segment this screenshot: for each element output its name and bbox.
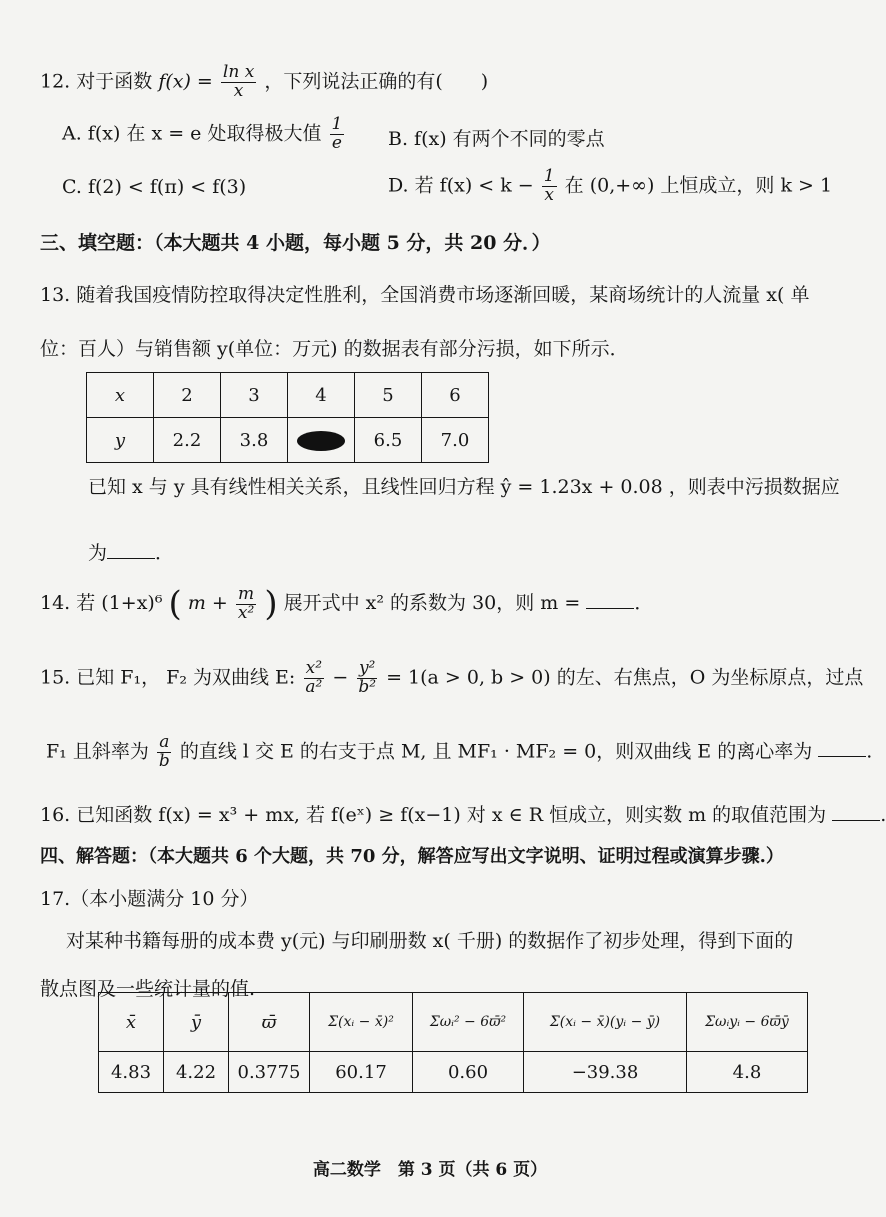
q12-option-c: C. f(2) < f(π) < f(3) [62,176,247,198]
section-3-title: 三、填空题：（本大题共 4 小题，每小题 5 分，共 20 分．） [40,232,551,254]
stained-cell [288,418,355,463]
header-sum-w-sq: Σωᵢ² − 6ϖ̄² [413,993,524,1052]
table-cell: 6.5 [355,418,422,463]
section-4-title: 四、解答题：（本大题共 6 个大题，共 70 分，解答应写出文字说明、证明过程或演算步骤.） [40,846,784,867]
q17-line-2: 散点图及一些统计量的值. [40,978,256,1000]
table-cell: 60.17 [310,1052,413,1093]
q13-line-2: 位：百人）与销售额 y(单位：万元) 的数据表有部分污损，如下所示． [40,338,629,360]
q12-stem: 12. 对于函数 f(x) = $\frac{\text{ln x}}{x}$ ，下列说法正确的有( ) [40,62,489,101]
table-cell: 3 [221,373,288,418]
table-cell: y [87,418,154,463]
table-cell: 0.60 [413,1052,524,1093]
q15-stem: 15. 已知 F₁， F₂ 为双曲线 E: $\frac{\text{x²}}{\text{a²}}$ − $\frac{\text{y²}}{\text{b²}}$ = 1(a > 0, b > 0) 的左、右焦点，O 为坐标原点，过点 [40,658,864,697]
header-w-mean: ϖ̄ [229,993,310,1052]
answer-blank [832,804,880,821]
table-cell: 2 [154,373,221,418]
q13-data-table [86,372,489,463]
table-cell: 0.3775 [229,1052,310,1093]
q13-line-1: 13. 随着我国疫情防控取得决定性胜利，全国消费市场逐渐回暖，某商场统计的人流量 x( 单 [40,284,810,306]
table-cell: 4.8 [687,1052,808,1093]
q14-stem: 14. 若 (1+x)⁶ ( m + $\frac{m}{\text{x²}}$ ) 展开式中 x² 的系数为 30，则 m = ． [40,583,654,624]
header-y-mean: ȳ [164,993,229,1052]
page-footer: 高二数学 第 3 页（共 6 页） [312,1160,548,1180]
header-sum-x-sq: Σ(xᵢ − x̄)² [310,993,413,1052]
table-cell: 4 [288,373,355,418]
table-cell: 2.2 [154,418,221,463]
q12-option-d: D. 若 f(x) < k − $\frac{1}{x}$ 在 (0,+∞) 上恒成立，则 k > 1 [388,166,833,205]
table-cell: 7.0 [422,418,489,463]
q15-line-2: F₁ 且斜率为 $\frac{a}{b}$ 的直线 l 交 E 的右支于点 M, 且 MF₁ · MF₂ = 0，则双曲线 E 的离心率为 . [46,732,873,771]
table-row [99,993,808,1052]
ink-stain [297,431,345,451]
table-cell: −39.38 [524,1052,687,1093]
answer-blank [586,592,634,609]
table-cell: 4.22 [164,1052,229,1093]
header-x-mean: x̄ [99,993,164,1052]
q13-line-4: 为 ． [88,542,175,564]
table-cell: x [87,373,154,418]
q16-stem: 16. 已知函数 f(x) = x³ + mx, 若 f(eˣ) ≥ f(x−1) 对 x ∈ R 恒成立，则实数 m 的取值范围为 . [40,804,886,826]
table-cell: 4.83 [99,1052,164,1093]
q12-fraction: $\frac{\text{ln x}}{x}$ [222,62,255,101]
q12-option-a: A. f(x) 在 x = e 处取得极大值 $\frac{1}{e}$ [62,114,343,153]
table-row [99,1052,808,1093]
table-cell: 5 [355,373,422,418]
q13-line-3: 已知 x 与 y 具有线性相关关系，且线性回归方程 ŷ = 1.23x + 0.08 ，则表中污损数据应 [88,476,840,498]
header-sum-xy: Σ(xᵢ − x̄)(yᵢ − ȳ) [524,993,687,1052]
table-row [87,418,489,463]
answer-blank [818,740,866,757]
header-sum-wy: Σωᵢyᵢ − 6ϖ̄ȳ [687,993,808,1052]
q17-title: 17.（本小题满分 10 分） [40,888,259,910]
table-cell: 3.8 [221,418,288,463]
q17-line-1: 对某种书籍每册的成本费 y(元) 与印刷册数 x( 千册) 的数据作了初步处理，得到下面的 [66,930,794,952]
table-row [87,373,489,418]
table-cell: 6 [422,373,489,418]
q12-option-b: B. f(x) 有两个不同的零点 [388,128,605,150]
answer-blank [107,542,155,559]
q17-statistics-table [98,992,808,1093]
